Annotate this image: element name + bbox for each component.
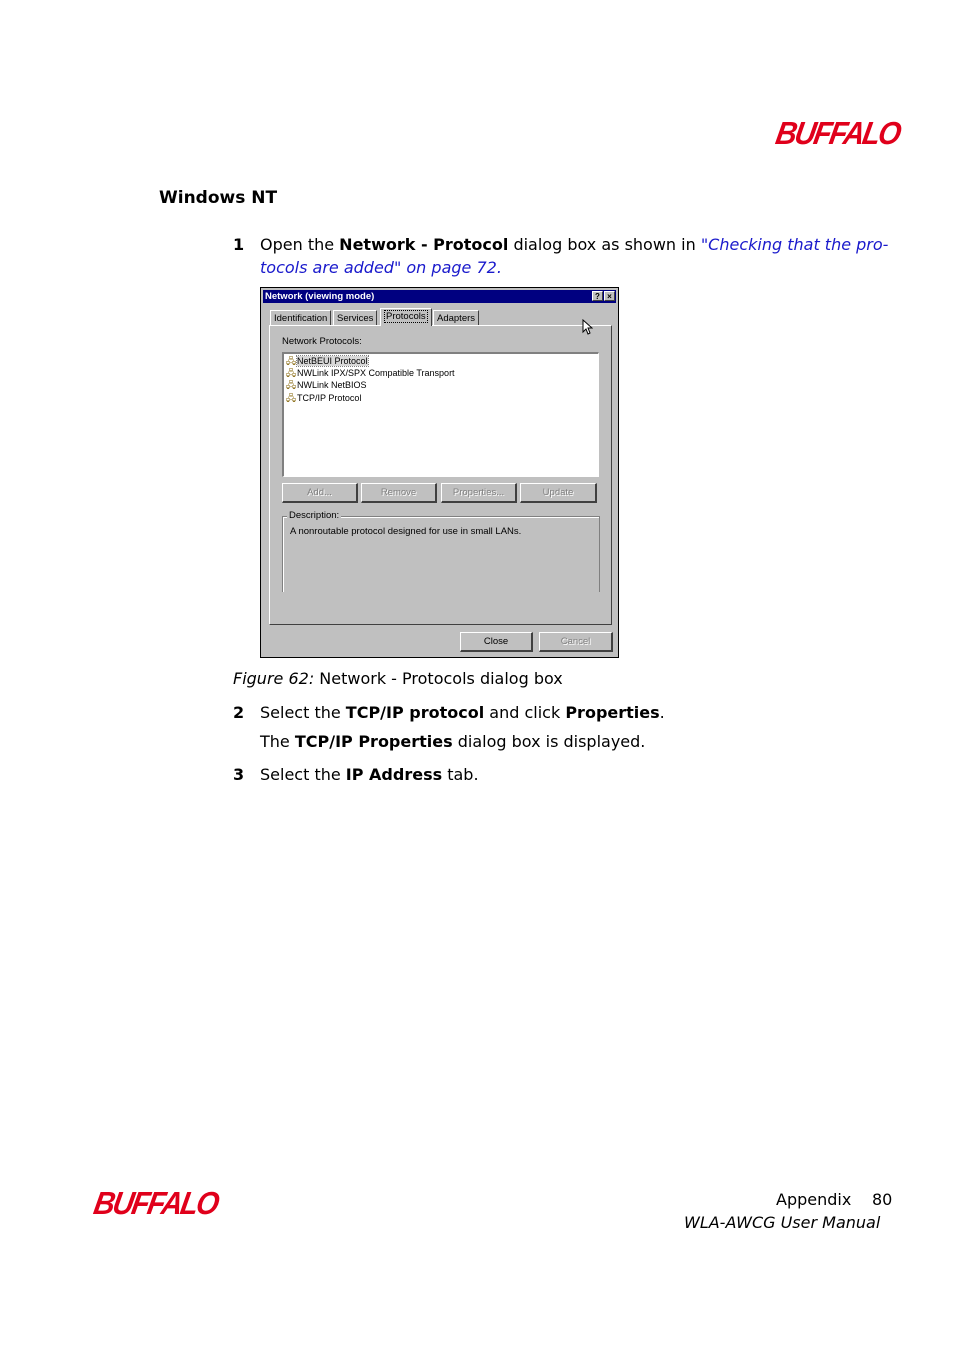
list-item[interactable]	[286, 392, 361, 404]
mouse-pointer-icon	[582, 319, 593, 335]
section-title: Windows NT	[159, 188, 278, 208]
step-3-text-after: tab.	[442, 765, 479, 784]
step-3-number: 3	[233, 765, 245, 784]
footer-logo: BUFFALO	[90, 1186, 221, 1222]
step-1-text	[260, 233, 888, 256]
step-1-link-part2[interactable]: tocols are added" on page 72	[260, 258, 497, 277]
help-button[interactable]: ?	[592, 291, 603, 301]
description-label: Description:	[289, 510, 340, 521]
list-item[interactable]	[286, 355, 368, 367]
list-item-label: TCP/IP Protocol	[297, 393, 362, 403]
figure-caption	[233, 667, 563, 690]
step-1-text-after: .	[496, 258, 502, 277]
step-1-text-before: Open the	[260, 235, 340, 254]
step-1-text-line2	[260, 256, 502, 279]
step-2-sub-after: dialog box is displayed.	[452, 732, 646, 751]
list-item-label: NWLink NetBIOS	[297, 380, 367, 390]
figure-label: Figure 62:	[233, 669, 315, 688]
protocols-listbox[interactable]	[282, 352, 599, 477]
dialog-title: Network (viewing mode)	[265, 291, 375, 302]
properties-button[interactable]: Properties...	[441, 483, 517, 503]
list-item-label: NetBEUI Protocol	[297, 356, 368, 366]
step-2-text	[260, 701, 665, 724]
step-2-bold2: Properties	[565, 703, 660, 722]
footer-manual-title: WLA-AWCG User Manual	[684, 1213, 881, 1232]
step-2-text-middle: and click	[484, 703, 566, 722]
protocol-icon: 🖧	[286, 380, 297, 390]
network-dialog-screenshot	[260, 287, 619, 658]
step-2-number: 2	[233, 703, 245, 722]
list-item-label: NWLink IPX/SPX Compatible Transport	[297, 368, 455, 378]
step-2-sub-bold: TCP/IP Properties	[294, 732, 453, 751]
step-1-bold: Network - Protocol	[339, 235, 509, 254]
step-3-text-before: Select the	[260, 765, 346, 784]
step-3-text	[260, 763, 479, 786]
step-2-bold1: TCP/IP protocol	[345, 703, 485, 722]
list-item[interactable]	[286, 367, 455, 379]
protocol-icon: 🖧	[286, 368, 297, 378]
step-1-text-middle: dialog box as shown in	[508, 235, 701, 254]
step-2-sub-before: The	[260, 732, 295, 751]
tab-protocols[interactable]	[380, 308, 432, 326]
tab-services[interactable]: Services	[333, 310, 377, 325]
close-icon[interactable]: ×	[604, 291, 615, 301]
figure-caption-text: Network - Protocols dialog box	[314, 669, 563, 688]
remove-button[interactable]: Remove	[361, 483, 437, 503]
footer-section: Appendix	[776, 1190, 852, 1209]
tab-adapters[interactable]: Adapters	[433, 310, 479, 325]
network-protocols-label: Network Protocols:	[282, 336, 362, 347]
list-item[interactable]	[286, 379, 367, 391]
description-text: A nonroutable protocol designed for use in small LANs.	[290, 526, 522, 537]
tab-protocols-label: Protocols	[386, 311, 426, 322]
step-1-link-part1[interactable]: "Checking that the pro-	[700, 235, 889, 254]
step-2-text-after: .	[659, 703, 665, 722]
step-3-bold: IP Address	[345, 765, 443, 784]
step-2-subtext	[260, 730, 645, 753]
tab-identification[interactable]: Identification	[270, 310, 331, 325]
update-button[interactable]: Update	[520, 483, 597, 503]
header-logo: BUFFALO	[772, 116, 903, 152]
footer-page-number: 80	[872, 1190, 893, 1209]
step-2-text-before: Select the	[260, 703, 346, 722]
step-1-number: 1	[233, 235, 245, 254]
protocol-icon: 🖧	[286, 393, 297, 403]
protocol-icon: 🖧	[286, 356, 297, 366]
cancel-button[interactable]: Cancel	[539, 632, 613, 652]
close-button[interactable]: Close	[460, 632, 533, 652]
add-button[interactable]: Add...	[282, 483, 358, 503]
dialog-titlebar	[263, 290, 616, 303]
